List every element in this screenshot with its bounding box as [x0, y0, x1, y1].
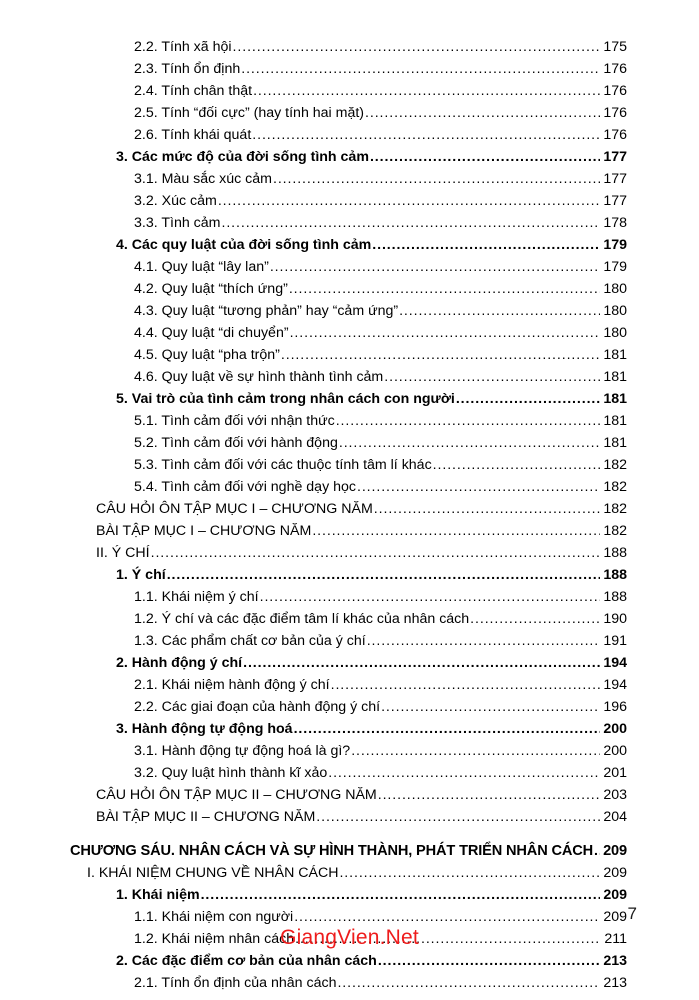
toc-entry-title: 2.1. Tính ổn định của nhân cách — [134, 975, 337, 991]
toc-entry[interactable] — [0, 608, 699, 630]
toc-dot-leader — [384, 374, 600, 388]
toc-entry-title: 3. Hành động tự động hoá — [116, 721, 293, 737]
toc-entry-page-number: 182 — [603, 479, 627, 495]
toc-entry[interactable] — [0, 432, 699, 454]
toc-entry-page-number: 176 — [603, 127, 627, 143]
toc-entry-title: 1.1. Khái niệm ý chí — [134, 589, 259, 605]
toc-entry-title: 2. Hành động ý chí — [116, 655, 243, 671]
toc-entry-title: 4.1. Quy luật “lây lan” — [134, 259, 269, 275]
toc-entry-page-number: 213 — [603, 953, 627, 969]
toc-entry-page-number: 181 — [603, 413, 627, 429]
toc-entry-title: 1. Ý chí — [116, 567, 166, 583]
toc-entry[interactable] — [0, 322, 699, 344]
toc-entry[interactable] — [0, 80, 699, 102]
toc-entry-page-number: 181 — [603, 369, 627, 385]
toc-entry-page-number: 188 — [603, 545, 627, 561]
toc-entry-title: 2.3. Tính ổn định — [134, 61, 241, 77]
toc-dot-leader — [433, 462, 600, 476]
toc-dot-leader — [241, 66, 600, 80]
toc-entry[interactable] — [0, 256, 699, 278]
toc-dot-leader — [281, 352, 600, 366]
toc-entry-title: 5.1. Tình cảm đối với nhận thức — [134, 413, 335, 429]
toc-entry[interactable] — [0, 300, 699, 322]
toc-entry-page-number: 182 — [603, 457, 627, 473]
toc-entry-title: BÀI TẬP MỤC II – CHƯƠNG NĂM — [96, 809, 316, 825]
toc-dot-leader — [289, 286, 600, 300]
toc-entry[interactable] — [0, 972, 699, 994]
toc-entry-page-number: 209 — [603, 843, 627, 859]
toc-dot-leader — [331, 682, 600, 696]
toc-entry-title: 2.5. Tính “đối cực” (hay tính hai mặt) — [134, 105, 365, 121]
toc-dot-leader — [221, 220, 600, 234]
toc-entry[interactable] — [0, 58, 699, 80]
toc-entry-page-number: 200 — [603, 743, 627, 759]
toc-entry-page-number: 209 — [603, 865, 627, 881]
toc-entry[interactable] — [0, 696, 699, 718]
toc-entry-title: CÂU HỎI ÔN TẬP MỤC II – CHƯƠNG NĂM — [96, 787, 377, 803]
toc-entry-title: 5.3. Tình cảm đối với các thuộc tính tâm lí khác — [134, 457, 432, 473]
toc-entry[interactable] — [0, 190, 699, 212]
toc-entry-title: II. Ý CHÍ — [96, 545, 150, 561]
toc-entry-page-number: 180 — [603, 325, 627, 341]
toc-entry-title: 1. Khái niệm — [116, 887, 200, 903]
toc-entry-title: CÂU HỎI ÔN TẬP MỤC I – CHƯƠNG NĂM — [96, 501, 373, 517]
toc-entry[interactable] — [0, 278, 699, 300]
toc-entry-title: 5.4. Tình cảm đối với nghề dạy học — [134, 479, 356, 495]
toc-dot-leader — [351, 748, 600, 762]
toc-dot-leader — [339, 440, 600, 454]
toc-entry[interactable] — [0, 102, 699, 124]
toc-entry[interactable] — [0, 630, 699, 652]
toc-entry-title: 3.1. Màu sắc xúc cảm — [134, 171, 272, 187]
toc-entry-page-number: 180 — [603, 281, 627, 297]
toc-entry-page-number: 190 — [603, 611, 627, 627]
toc-dot-leader — [378, 958, 600, 972]
toc-entry-page-number: 181 — [603, 391, 627, 407]
toc-entry-title: 3.2. Xúc cảm — [134, 193, 217, 209]
toc-dot-leader — [381, 704, 600, 718]
toc-entry-page-number: 175 — [603, 39, 627, 55]
toc-entry[interactable] — [0, 840, 699, 862]
toc-entry[interactable] — [0, 806, 699, 828]
toc-entry-page-number: 176 — [603, 61, 627, 77]
toc-entry[interactable] — [0, 950, 699, 972]
toc-entry-page-number: 196 — [603, 699, 627, 715]
toc-entry-page-number: 178 — [603, 215, 627, 231]
toc-entry-page-number: 182 — [603, 501, 627, 517]
toc-entry[interactable] — [0, 388, 699, 410]
toc-dot-leader — [328, 770, 600, 784]
toc-dot-leader — [294, 726, 600, 740]
toc-dot-leader — [233, 44, 600, 58]
toc-entry-title: I. KHÁI NIỆM CHUNG VỀ NHÂN CÁCH — [87, 865, 339, 881]
toc-entry[interactable] — [0, 740, 699, 762]
toc-entry-title: 4.3. Quy luật “tương phản” hay “cảm ứng” — [134, 303, 399, 319]
toc-entry-title: 2.2. Các giai đoạn của hành động ý chí — [134, 699, 381, 715]
toc-entry-title: 2.4. Tính chân thật — [134, 83, 253, 99]
toc-dot-leader — [290, 330, 600, 344]
toc-entry-title: 4. Các quy luật của đời sống tình cảm — [116, 237, 372, 253]
toc-entry-title: 5.2. Tình cảm đối với hành động — [134, 435, 338, 451]
toc-entry[interactable] — [0, 168, 699, 190]
toc-dot-leader — [252, 132, 600, 146]
toc-entry-page-number: 182 — [603, 523, 627, 539]
toc-dot-leader — [374, 506, 600, 520]
toc-entry[interactable] — [0, 564, 699, 586]
toc-entry-title: 1.2. Ý chí và các đặc điểm tâm lí khác của nhân cách — [134, 611, 470, 627]
toc-entry[interactable] — [0, 586, 699, 608]
toc-dot-leader — [365, 110, 600, 124]
toc-entry-title: 3.2. Quy luật hình thành kĩ xảo — [134, 765, 328, 781]
toc-entry[interactable] — [0, 652, 699, 674]
toc-dot-leader — [470, 616, 600, 630]
toc-entry[interactable] — [0, 366, 699, 388]
toc-entry[interactable] — [0, 718, 699, 740]
toc-entry[interactable] — [0, 344, 699, 366]
toc-dot-leader — [372, 242, 600, 256]
toc-dot-leader — [260, 594, 600, 608]
toc-entry-title: 1.1. Khái niệm con người — [134, 909, 294, 925]
toc-entry[interactable] — [0, 862, 699, 884]
toc-dot-leader — [337, 980, 600, 994]
toc-dot-leader — [312, 528, 600, 542]
toc-dot-leader — [253, 88, 600, 102]
toc-entry-page-number: 188 — [603, 589, 627, 605]
toc-entry-title: 3.1. Hành động tự động hoá là gì? — [134, 743, 351, 759]
toc-entry-page-number: 181 — [603, 347, 627, 363]
toc-entry-page-number: 179 — [603, 237, 627, 253]
toc-dot-leader — [336, 418, 600, 432]
toc-entry-page-number: 180 — [603, 303, 627, 319]
toc-entry-page-number: 209 — [603, 887, 627, 903]
toc-entry-page-number: 201 — [603, 765, 627, 781]
toc-entry-page-number: 179 — [603, 259, 627, 275]
toc-dot-leader — [594, 847, 600, 862]
toc-dot-leader — [201, 892, 600, 906]
toc-entry-page-number: 204 — [603, 809, 627, 825]
toc-entry-page-number: 209 — [603, 909, 627, 925]
toc-entry[interactable] — [0, 124, 699, 146]
toc-entry-page-number: 177 — [603, 149, 627, 165]
toc-entry[interactable] — [0, 234, 699, 256]
toc-entry-page-number: 188 — [603, 567, 627, 583]
toc-dot-leader — [378, 792, 600, 806]
toc-entry-page-number: 176 — [603, 105, 627, 121]
toc-entry-page-number: 176 — [603, 83, 627, 99]
toc-dot-leader — [357, 484, 600, 498]
toc-entry-title: 2.2. Tính xã hội — [134, 39, 232, 55]
toc-entry[interactable] — [0, 762, 699, 784]
toc-entry-page-number: 177 — [603, 193, 627, 209]
toc-entry[interactable] — [0, 520, 699, 542]
toc-dot-leader — [316, 814, 600, 828]
toc-entry-title: 1.3. Các phẩm chất cơ bản của ý chí — [134, 633, 366, 649]
toc-entry[interactable] — [0, 476, 699, 498]
table-of-contents — [0, 36, 699, 994]
toc-dot-leader — [218, 198, 600, 212]
toc-dot-leader — [339, 870, 600, 884]
toc-dot-leader — [399, 308, 600, 322]
toc-dot-leader — [270, 264, 600, 278]
toc-entry-title: CHƯƠNG SÁU. NHÂN CÁCH VÀ SỰ HÌNH THÀNH, PHÁT TRIỂN NHÂN CÁCH — [70, 843, 594, 859]
toc-entry[interactable] — [0, 542, 699, 564]
watermark-giangvien: GiangVien.Net — [280, 926, 419, 949]
toc-entry-page-number: 191 — [603, 633, 627, 649]
toc-entry[interactable] — [0, 884, 699, 906]
toc-entry-page-number: 181 — [603, 435, 627, 451]
page-number: 7 — [627, 904, 637, 923]
toc-entry[interactable] — [0, 212, 699, 234]
toc-entry-title: 3. Các mức độ của đời sống tình cảm — [116, 149, 369, 165]
toc-dot-leader — [456, 396, 600, 410]
toc-entry-page-number: 203 — [603, 787, 627, 803]
toc-dot-leader — [370, 154, 600, 168]
toc-entry-page-number: 177 — [603, 171, 627, 187]
toc-entry-title: 1.2. Khái niệm nhân cách — [134, 931, 295, 947]
toc-entry-title: 2. Các đặc điểm cơ bản của nhân cách — [116, 953, 377, 969]
toc-dot-leader — [243, 660, 600, 674]
toc-entry[interactable] — [0, 784, 699, 806]
toc-entry-title: 3.3. Tình cảm — [134, 215, 221, 231]
toc-entry-title: 5. Vai trò của tình cảm trong nhân cách con người — [116, 391, 455, 407]
toc-entry-title: BÀI TẬP MỤC I – CHƯƠNG NĂM — [96, 523, 312, 539]
toc-dot-leader — [151, 550, 600, 564]
toc-entry-page-number: 211 — [604, 931, 627, 947]
toc-entry[interactable] — [0, 454, 699, 476]
toc-dot-leader — [273, 176, 600, 190]
toc-entry-title: 2.1. Khái niệm hành động ý chí — [134, 677, 330, 693]
toc-entry[interactable] — [0, 410, 699, 432]
toc-entry[interactable] — [0, 674, 699, 696]
toc-dot-leader — [367, 638, 600, 652]
toc-entry-page-number: 194 — [603, 677, 627, 693]
toc-entry-title: 4.4. Quy luật “di chuyển” — [134, 325, 289, 341]
toc-entry-title: 4.6. Quy luật về sự hình thành tình cảm — [134, 369, 384, 385]
toc-entry-page-number: 200 — [603, 721, 627, 737]
toc-entry-title: 4.5. Quy luật “pha trộn” — [134, 347, 280, 363]
toc-entry-page-number: 194 — [603, 655, 627, 671]
toc-entry-page-number: 213 — [603, 975, 627, 991]
toc-dot-leader — [167, 572, 600, 586]
toc-entry[interactable] — [0, 146, 699, 168]
toc-entry-title: 2.6. Tính khái quát — [134, 127, 252, 143]
toc-entry[interactable] — [0, 498, 699, 520]
toc-entry-title: 4.2. Quy luật “thích ứng” — [134, 281, 288, 297]
toc-entry[interactable] — [0, 36, 699, 58]
